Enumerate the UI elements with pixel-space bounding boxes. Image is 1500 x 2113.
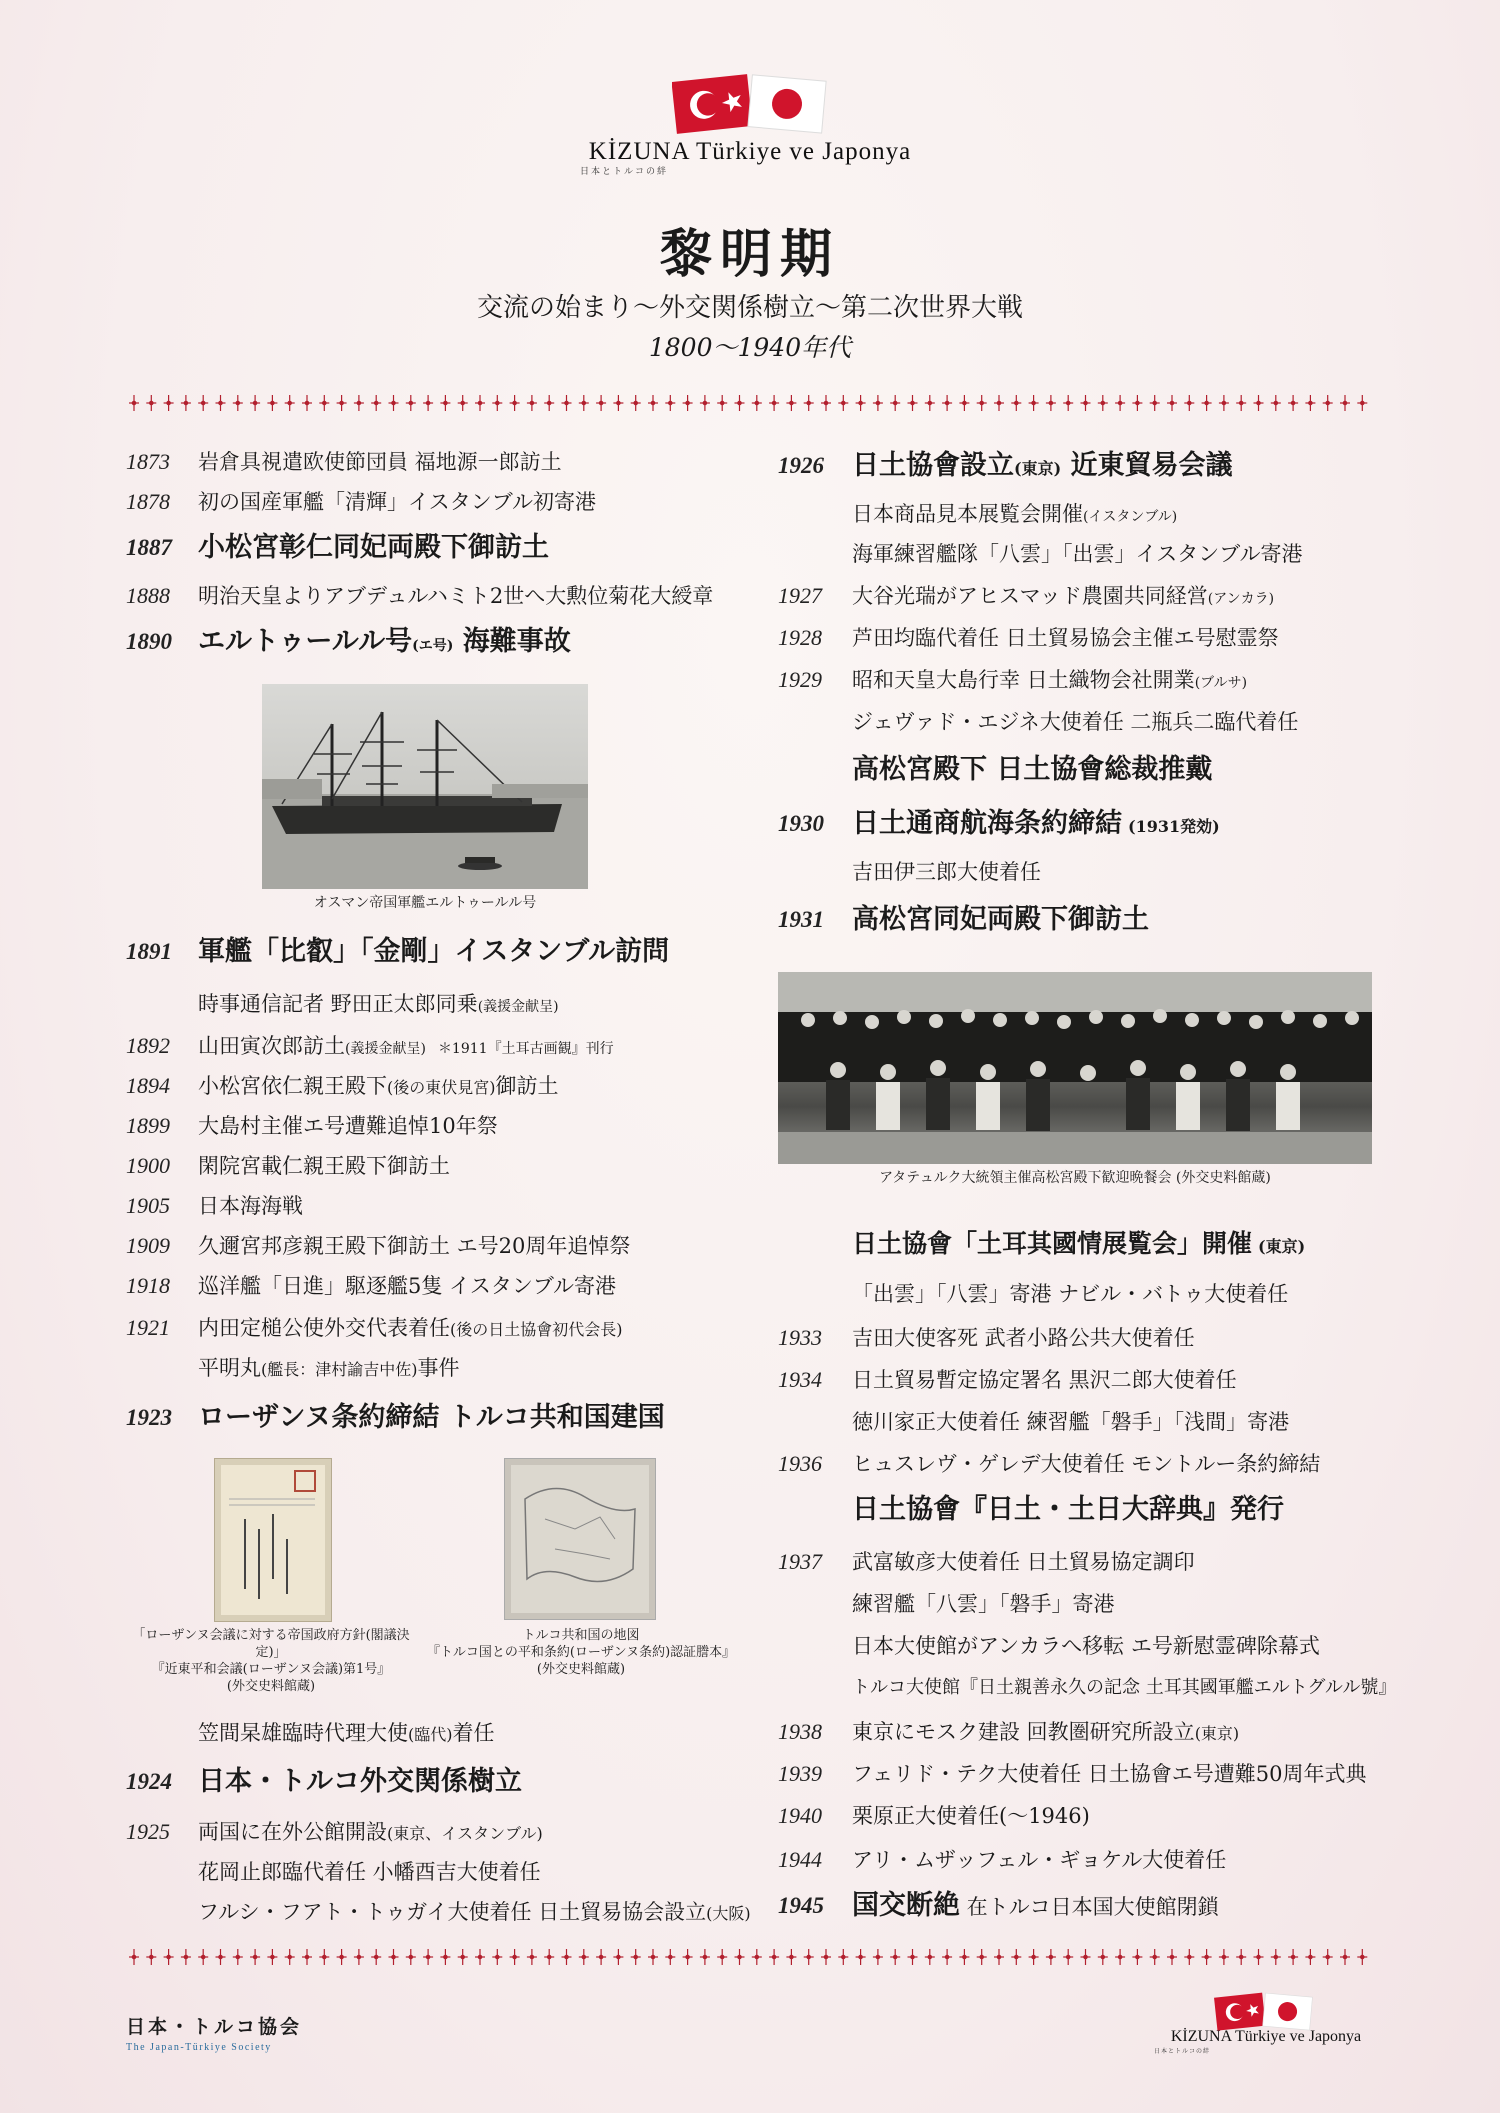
ornament-motif-icon: [752, 1949, 762, 1965]
entry-text: 山田寅次郎訪土: [198, 1034, 345, 1058]
ornament-motif-icon: [665, 1949, 675, 1965]
ornament-motif-icon: [544, 1949, 554, 1965]
ornament-motif-icon: [613, 1949, 623, 1965]
entry-year: 1894: [126, 1073, 170, 1098]
entry-text: 平明丸: [198, 1356, 261, 1380]
entry-text: フルシ・フアト・トゥガイ大使着任 日土貿易協会設立: [198, 1900, 707, 1924]
ornament-motif-icon: [804, 1949, 814, 1965]
ornament-motif-icon: [354, 1949, 364, 1965]
ornament-motif-icon: [631, 1949, 641, 1965]
ornament-motif-icon: [562, 1949, 572, 1965]
entry-text: アリ・ムザッフェル・ギョケル大使着任: [852, 1848, 1227, 1872]
entry-text: 久邇宮邦彦親王殿下御訪土 エ号20周年追悼祭: [198, 1234, 631, 1258]
caption-line: 『トルコ国との平和条約(ローザンヌ条約)認証謄本』: [426, 1645, 736, 1660]
ornament-motif-icon: [510, 1949, 520, 1965]
brand-subtitle: 日本とトルコの絆: [580, 167, 669, 177]
entry-text: 両国に在外公館開設: [198, 1820, 387, 1844]
entry-year: 1900: [126, 1153, 170, 1178]
ornament-motif-icon: [440, 1949, 450, 1965]
entry-year: 1887: [126, 535, 172, 560]
ornament-motif-icon: [1340, 1949, 1350, 1965]
entry-note: (1931発効): [1128, 817, 1220, 836]
ornament-motif-icon: [1063, 1949, 1073, 1965]
photo-caption: オスマン帝国軍艦エルトゥールル号: [313, 895, 537, 911]
entry-text: 日土貿易暫定協定署名 黒沢二郎大使着任: [852, 1368, 1237, 1392]
entry-text: 日本海海戦: [198, 1194, 303, 1218]
ornament-motif-icon: [406, 1949, 416, 1965]
entry-text: 軍艦「比叡」「金剛」イスタンブル訪問: [198, 936, 670, 967]
ornament-motif-icon: [1081, 1949, 1091, 1965]
page-subtitle: 交流の始まり〜外交関係樹立〜第二次世界大戦: [476, 293, 1023, 323]
entry-text: ローザンヌ条約締結 トルコ共和国建国: [198, 1402, 665, 1433]
entry-text: 日土協會設立: [852, 450, 1014, 481]
brand-logo-footer: [1146, 2028, 1386, 2055]
caption-line: (外交史料館蔵): [226, 1679, 316, 1694]
entry-text-2: 近東貿易会議: [1061, 450, 1233, 481]
entry-note: (東京): [1194, 1724, 1240, 1743]
ornament-motif-icon: [527, 1949, 537, 1965]
society-name-ja: 日本・トルコ協会: [126, 2016, 303, 2038]
ornament-motif-icon: [423, 1949, 433, 1965]
entry-text: 日本・トルコ外交関係樹立: [198, 1766, 522, 1797]
society-logo: [126, 2012, 302, 2053]
entry-text: 巡洋艦「日進」駆逐艦5隻 イスタンブル寄港: [198, 1274, 616, 1298]
entry-text: エルトゥールル号: [198, 626, 413, 657]
entry-text: 笠間杲雄臨時代理大使: [198, 1721, 408, 1745]
entry-text: 初の国産軍艦「清輝」イスタンブル初寄港: [198, 490, 596, 514]
ornament-motif-icon: [1167, 1949, 1177, 1965]
brand-name: KİZUNA Türkiye ve Japonya: [588, 138, 912, 165]
entry-note: (義援金献呈): [345, 1041, 426, 1057]
entry-year: 1921: [126, 1315, 170, 1340]
entry-note: (艦長：津村諭吉中佐): [261, 1360, 418, 1379]
entry-year: 1930: [778, 811, 824, 836]
ornament-motif-icon: [683, 1949, 693, 1965]
entry-year: 1890: [126, 629, 172, 654]
ornament-motif-icon: [821, 1949, 831, 1965]
entry-note: (大阪): [706, 1904, 751, 1923]
entry-year: 1927: [778, 583, 822, 608]
ornament-motif-icon: [873, 1949, 883, 1965]
entry-year: 1925: [126, 1819, 170, 1844]
flags-logo-small: [1214, 1990, 1314, 2032]
entry-text: 花岡止郎臨代着任 小幡酉吉大使着任: [198, 1860, 541, 1884]
ornament-motif-icon: [285, 1949, 295, 1965]
ornament-motif-icon: [1236, 1949, 1246, 1965]
entry-text: 小松宮彰仁同妃両殿下御訪土: [198, 532, 549, 563]
entry-year: 1918: [126, 1273, 170, 1298]
ornament-motif-icon: [233, 1949, 243, 1965]
ornament-motif-icon: [371, 1949, 381, 1965]
entry-note: (イスタンブル): [1083, 509, 1178, 525]
ornament-motif-icon: [164, 1949, 174, 1965]
ornament-motif-icon: [596, 1949, 606, 1965]
entry-text: 栗原正大使着任(〜1946): [852, 1804, 1090, 1828]
ornament-motif-icon: [1288, 1949, 1298, 1965]
entry-year: 1940: [778, 1803, 822, 1828]
ornament-motif-icon: [700, 1949, 710, 1965]
entry-note: (臨代): [408, 1725, 453, 1744]
ornament-motif-icon: [492, 1949, 502, 1965]
entry-year: 1926: [778, 453, 824, 478]
entry-note: (義援金献呈): [477, 999, 559, 1015]
ornament-motif-icon: [458, 1949, 468, 1965]
entry-text: 高松宮同妃両殿下御訪土: [852, 904, 1149, 935]
entry-text: フェリド・テク大使着任 日土協會エ号遭難50周年式典: [852, 1762, 1367, 1786]
entry-text: 大島村主催エ号遭難追悼10年祭: [198, 1114, 498, 1138]
ornament-motif-icon: [198, 1949, 208, 1965]
ornament-motif-icon: [1029, 1949, 1039, 1965]
ornament-motif-icon: [1115, 1949, 1125, 1965]
ornament-motif-icon: [977, 1949, 987, 1965]
entry-year: 1878: [126, 489, 170, 514]
period-label: 1800〜1940年代: [648, 333, 852, 362]
entry-text: 吉田大使客死 武者小路公共大使着任: [852, 1326, 1195, 1350]
entry-year: 1928: [778, 625, 822, 650]
entry-note: (アンカラ): [1207, 591, 1275, 607]
ornament-motif-icon: [717, 1949, 727, 1965]
ornament-motif-icon: [908, 1949, 918, 1965]
entry-text: 日土協會『日土・土日大辞典』発行: [852, 1494, 1284, 1525]
entry-text: 練習艦「八雲」「磐手」寄港: [852, 1592, 1115, 1616]
map-caption: [426, 1627, 736, 1678]
ornament-motif-icon: [1254, 1949, 1264, 1965]
entry-year: 1938: [778, 1719, 822, 1744]
japanese-flag-icon: [1263, 1993, 1313, 2030]
ornament-motif-icon: [994, 1949, 1004, 1965]
entry-year: 1909: [126, 1233, 170, 1258]
ornament-motif-icon: [786, 1949, 796, 1965]
entry-text: 日土通商航海条約締結: [852, 808, 1122, 839]
ornament-motif-icon: [579, 1949, 589, 1965]
ornament-motif-icon: [1219, 1949, 1229, 1965]
document-caption: [126, 1627, 416, 1695]
entry-year: 1891: [126, 939, 172, 964]
banquet-group-photo: [778, 972, 1372, 1164]
entry-year: 1944: [778, 1847, 822, 1872]
ornament-motif-icon: [1357, 1949, 1367, 1965]
entry-year: 1905: [126, 1193, 170, 1218]
ornament-motif-icon: [389, 1949, 399, 1965]
ornament-motif-icon: [250, 1949, 260, 1965]
brand-subtitle: 日本とトルコの絆: [1154, 2048, 1211, 2055]
ornament-motif-icon: [959, 1949, 969, 1965]
entry-year: 1936: [778, 1451, 822, 1476]
entry-year: 1937: [778, 1549, 822, 1574]
ornament-motif-icon: [735, 1949, 745, 1965]
ornament-motif-icon: [1098, 1949, 1108, 1965]
entry-year: 1873: [126, 449, 170, 474]
caption-line: トルコ共和国の地図: [522, 1628, 640, 1643]
brand-name: KİZUNA Türkiye ve Japonya: [1170, 2028, 1362, 2045]
entry-text: 時事通信記者 野田正太郎同乗: [198, 992, 478, 1016]
entry-text: 大谷光瑞がアヒスマッド農園共同経営: [852, 584, 1208, 608]
caption-line: (外交史料館蔵): [536, 1662, 626, 1677]
ornament-motif-icon: [1046, 1949, 1056, 1965]
entry-year: 1923: [126, 1405, 172, 1430]
ornament-motif-icon: [1132, 1949, 1142, 1965]
entry-year: 1939: [778, 1761, 822, 1786]
entry-note: (後の東伏見宮): [387, 1078, 496, 1097]
entry-text: 徳川家正大使着任 練習艦「磐手」「浅間」寄港: [852, 1410, 1290, 1434]
entry-note: (東京): [1258, 1237, 1306, 1256]
ornament-motif-icon: [838, 1949, 848, 1965]
entry-note: (東京、イスタンブル): [387, 1824, 543, 1843]
entry-year: 1892: [126, 1033, 170, 1058]
entry-text-2: 事件: [417, 1356, 460, 1380]
entry-year: 1933: [778, 1325, 822, 1350]
entry-text: 日本商品見本展覧会開催: [852, 502, 1083, 526]
entry-note: (ブルサ): [1194, 675, 1248, 691]
entry-year: 1899: [126, 1113, 170, 1138]
society-name-en: The Japan-Türkiye Society: [126, 2042, 272, 2053]
caption-line: 「ローザンヌ会議に対する帝国政府方針(閣議決定)」: [132, 1628, 410, 1660]
ornament-motif-icon: [1202, 1949, 1212, 1965]
ornament-motif-icon: [1271, 1949, 1281, 1965]
entry-note: (後の日土協會初代会長): [450, 1320, 623, 1339]
ornament-motif-icon: [337, 1949, 347, 1965]
ornament-motif-icon: [925, 1949, 935, 1965]
entry-year: 1888: [126, 583, 170, 608]
entry-year: 1929: [778, 667, 822, 692]
entry-text: 国交断絶: [852, 1890, 960, 1921]
ornament-motif-icon: [942, 1949, 952, 1965]
entry-text: 小松宮依仁親王殿下: [198, 1074, 387, 1098]
lausanne-document-photo: [214, 1458, 332, 1622]
ornament-motif-icon: [129, 1949, 139, 1965]
timeline-right: [778, 0, 1397, 2113]
ornament-motif-icon: [181, 1949, 191, 1965]
entry-note: (エ号): [412, 638, 454, 654]
ornament-motif-icon: [302, 1949, 312, 1965]
ornament-motif-icon: [146, 1949, 156, 1965]
entry-footnote: ＊1911『土耳古画観』刊行: [437, 1041, 614, 1057]
page-title: 黎明期: [659, 224, 840, 285]
ornament-motif-icon: [769, 1949, 779, 1965]
entry-text: 東京にモスク建設 回教圏研究所設立: [852, 1720, 1195, 1744]
ornament-motif-icon: [1305, 1949, 1315, 1965]
entry-text: 「出雲」「八雲」寄港 ナビル・バトゥ大使着任: [852, 1282, 1289, 1306]
entry-year: 1934: [778, 1367, 822, 1392]
ornament-motif-icon: [856, 1949, 866, 1965]
ornament-motif-icon: [1323, 1949, 1333, 1965]
entry-text-2: 御訪土: [495, 1074, 559, 1098]
entry-text-2: 在トルコ日本国大使館閉鎖: [960, 1895, 1219, 1919]
ornament-divider-bottom: [126, 1946, 1374, 1968]
ornament-motif-icon: [216, 1949, 226, 1965]
ornament-motif-icon: [752, 395, 762, 411]
ornament-motif-icon: [475, 1949, 485, 1965]
entry-year: 1945: [778, 1893, 824, 1918]
caption-line: 『近東平和会議(ローザンヌ会議)第1号』: [151, 1662, 391, 1677]
ornament-motif-icon: [1184, 1949, 1194, 1965]
entry-text: ジェヴァド・エジネ大使着任 二瓶兵二臨代着任: [852, 710, 1299, 734]
entry-text: 海軍練習艦隊「八雲」「出雲」イスタンブル寄港: [852, 542, 1303, 566]
entry-text: トルコ大使館『日土親善永久の記念 土耳其國軍艦エルトグルル號』: [852, 1677, 1397, 1698]
ornament-motif-icon: [648, 1949, 658, 1965]
entry-text-2: 着任: [452, 1721, 495, 1745]
ornament-motif-icon: [890, 1949, 900, 1965]
entry-text: 岩倉具視遣欧使節団員 福地源一郎訪土: [198, 450, 562, 474]
entry-text: 昭和天皇大島行幸 日土織物会社開業: [852, 668, 1195, 692]
entry-text: 吉田伊三郎大使着任: [852, 860, 1041, 884]
entry-year: 1924: [126, 1769, 172, 1794]
entry-text: 閑院宮載仁親王殿下御訪土: [198, 1154, 450, 1178]
entry-text-2: 海難事故: [453, 626, 571, 657]
turkey-map-photo: [504, 1458, 656, 1620]
entry-text: ヒュスレヴ・ゲレデ大使着任 モントルー条約締結: [852, 1452, 1321, 1476]
entry-text: 高松宮殿下 日土協會総裁推戴: [852, 754, 1213, 785]
entry-text: 芦田均臨代着任 日土貿易協会主催エ号慰霊祭: [852, 626, 1279, 650]
ertugrul-ship-photo: [262, 684, 588, 889]
entry-text: 明治天皇よりアブデュルハミト2世へ大勲位菊花大綬章: [198, 584, 714, 608]
entry-text: 日本大使館がアンカラへ移転 エ号新慰霊碑除幕式: [852, 1634, 1320, 1658]
ornament-motif-icon: [267, 1949, 277, 1965]
entry-note: (東京): [1014, 459, 1062, 478]
entry-text: 日土協會「土耳其國情展覧会」開催: [852, 1229, 1253, 1258]
entry-text: 内田定槌公使外交代表着任: [198, 1316, 450, 1340]
photo-caption: アタテュルク大統領主催高松宮殿下歓迎晩餐会 (外交史料館蔵): [879, 1170, 1271, 1186]
entry-year: 1931: [778, 907, 824, 932]
entry-text: 武富敏彦大使着任 日土貿易協定調印: [852, 1550, 1195, 1574]
ornament-motif-icon: [1150, 1949, 1160, 1965]
ornament-motif-icon: [319, 1949, 329, 1965]
ornament-motif-icon: [1011, 1949, 1021, 1965]
turkish-flag-icon: [1214, 1993, 1266, 2031]
